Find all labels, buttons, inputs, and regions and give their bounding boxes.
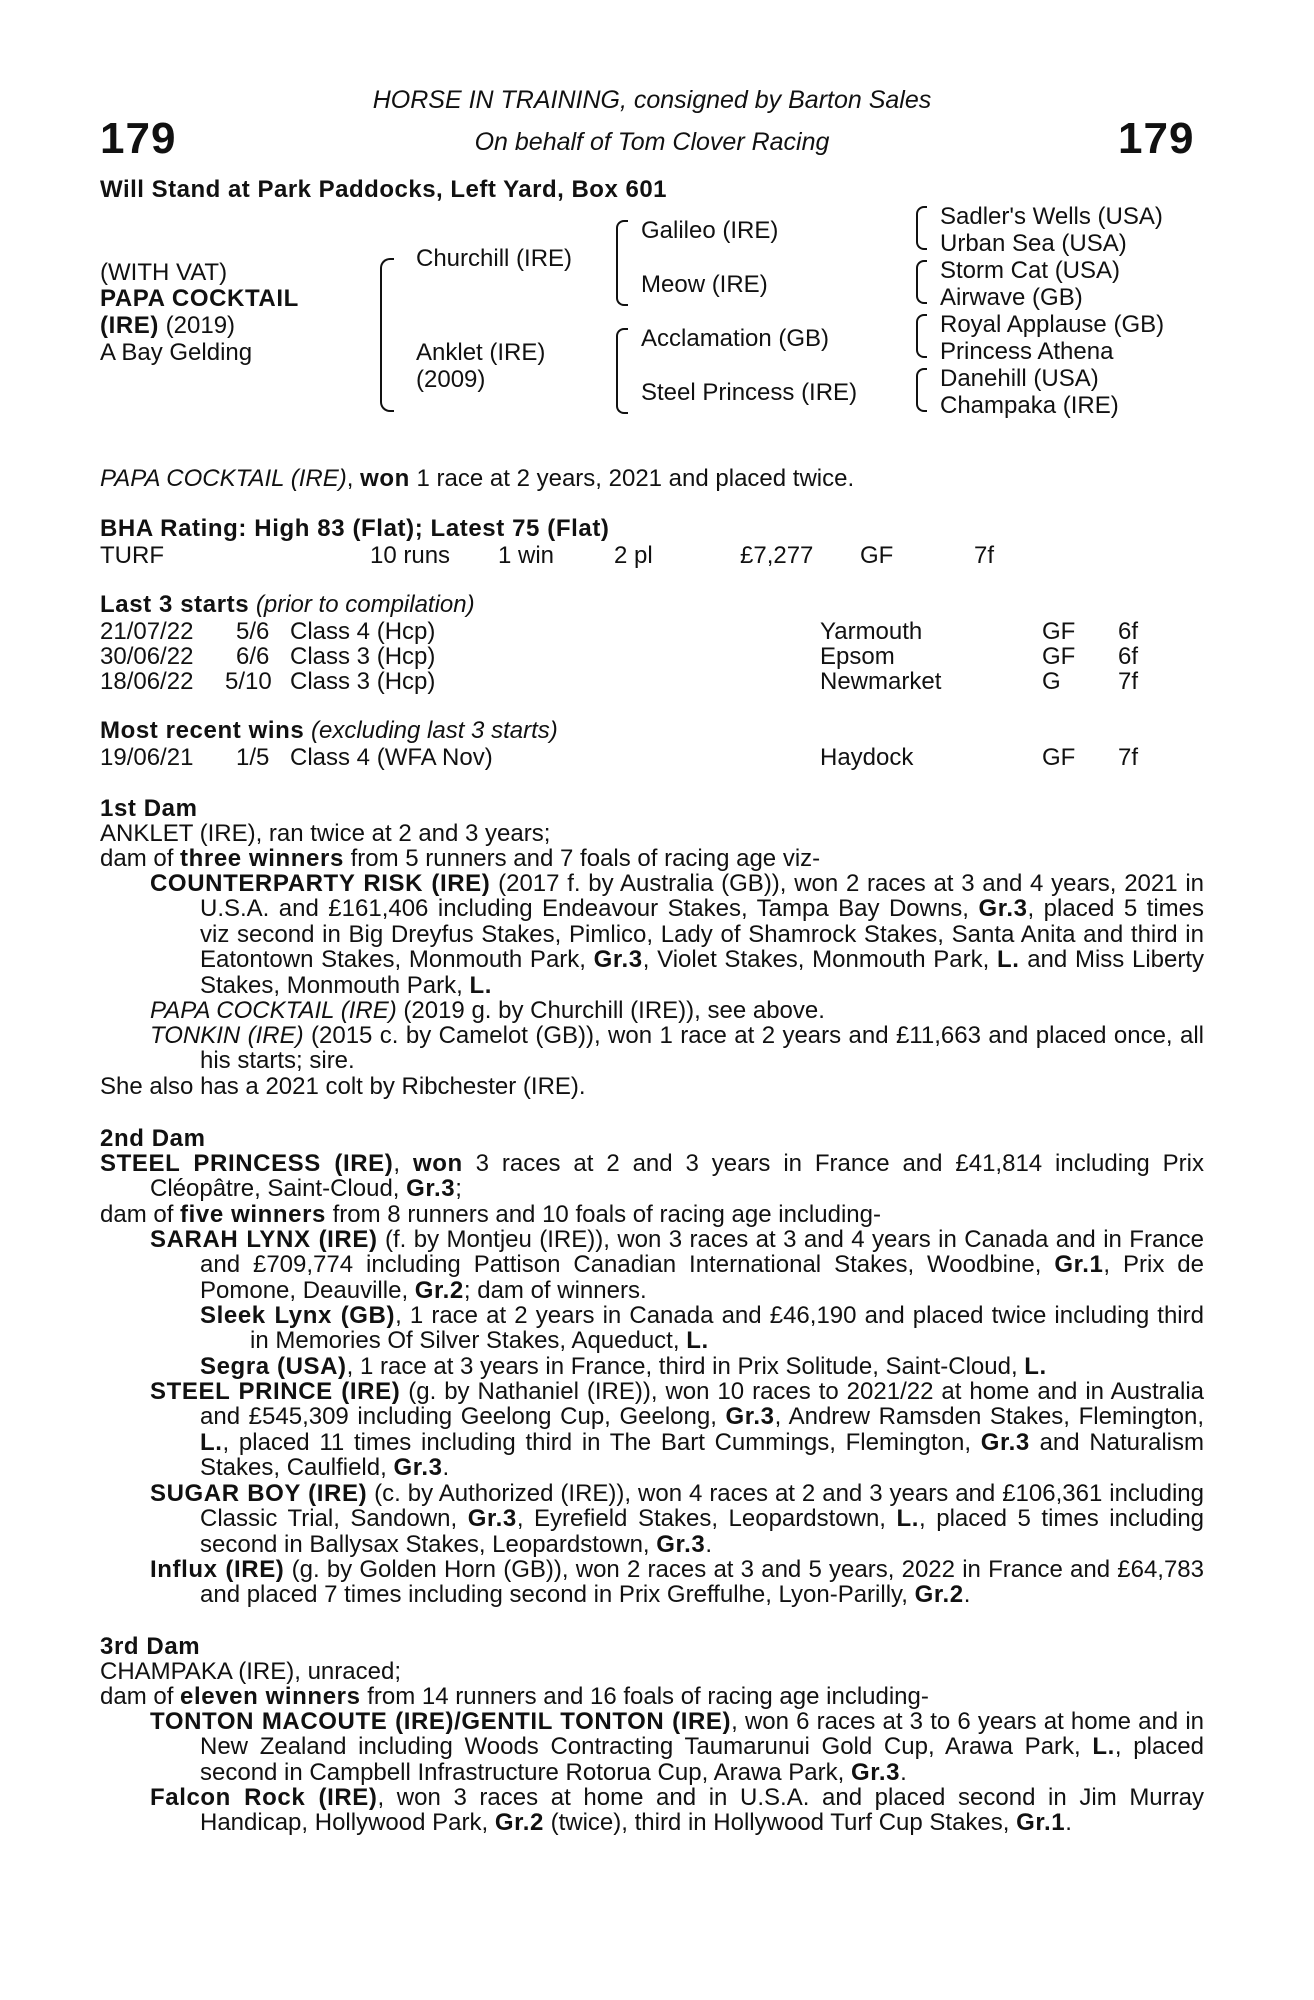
race-listed: L. [996, 946, 1020, 974]
stand-location: Will Stand at Park Paddocks, Left Yard, Box 601 [100, 176, 668, 203]
text-fragment: , [393, 1150, 413, 1177]
horse-name-line2 [100, 313, 235, 338]
row-course: Yarmouth [820, 618, 923, 645]
race-grade: Gr.2 [914, 1581, 964, 1609]
row-going: G [1042, 668, 1061, 695]
pedigree-brace-3d [916, 368, 927, 412]
vat-note: (WITH VAT) [100, 259, 228, 286]
text-fragment: , placed second in Campbell Infrastructure Rotorua Cup, Arawa Park, [200, 1733, 1204, 1786]
rating-earnings: £7,277 [740, 542, 814, 569]
race-grade: Gr.3 [980, 1428, 1030, 1456]
text-fragment: , 1 race at 2 years in Canada and £46,190 and placed twice including third in Memories Of Silver Stakes, Aqueduct, [250, 1302, 1204, 1355]
race-listed: L. [896, 1505, 920, 1533]
dam2-entry-sarah-lynx [150, 1226, 1204, 1304]
text-fragment: , placed 5 times including second in Ballysax Stakes, Leopardstown, [200, 1505, 1205, 1558]
recent-win-row [100, 744, 1200, 770]
pedigree-dam-year: (2009) [416, 366, 486, 393]
summary-rest: 1 race at 2 years, 2021 and placed twice. [409, 465, 855, 492]
progeny-name: SUGAR BOY (IRE) [150, 1480, 368, 1507]
pedigree-ssd: Urban Sea (USA) [940, 230, 1127, 257]
row-date: 18/06/22 [100, 668, 194, 695]
dam1-entry-papa-cocktail [150, 997, 1204, 1024]
row-going: GF [1042, 744, 1076, 771]
progeny-name: TONTON MACOUTE (IRE)/GENTIL TONTON (IRE) [150, 1708, 732, 1735]
text-fragment: (f. by Montjeu (IRE)), won 3 races at 3 and 4 years in Canada and in France and £709,774 including Pattison Canadian International Stakes, Woodbine, [200, 1226, 1204, 1279]
row-course: Haydock [820, 744, 914, 771]
text-fragment: from 5 runners and 7 foals of racing age viz- [343, 845, 821, 872]
horse-country: (IRE) [100, 312, 159, 339]
text-fragment: (c. by Authorized (IRE)), won 4 races at 2 and 3 years and £106,361 including Classic Trial, Sandown, [200, 1480, 1204, 1533]
text-fragment: . [963, 1581, 971, 1609]
pedigree-dds: Danehill (USA) [940, 365, 1099, 392]
last3-row [100, 668, 1200, 694]
race-grade: Gr.3 [850, 1758, 901, 1786]
text-fragment: ; dam of winners. [463, 1276, 647, 1304]
pedigree-ddd: Champaka (IRE) [940, 392, 1119, 419]
text-fragment: , 1 race at 3 years in France, third in Prix Solitude, Saint-Cloud, [346, 1353, 1025, 1380]
progeny-name: Influx (IRE) [150, 1556, 285, 1583]
recent-wins-title: Most recent wins [100, 717, 305, 744]
pedigree-brace-2a [616, 220, 628, 306]
dam2-heading: 2nd Dam [100, 1125, 206, 1152]
winners-count: three winners [180, 845, 344, 872]
pedigree-ds: Acclamation (GB) [641, 325, 830, 352]
text-fragment: from 14 runners and 16 foals of racing age including- [360, 1683, 929, 1710]
text-fragment: ; [455, 1175, 462, 1203]
recent-wins-heading [100, 718, 558, 743]
text-fragment: , Violet Stakes, Monmouth Park, [642, 946, 997, 974]
text-fragment: , won 3 races at home and in U.S.A. and placed second in Jim Murray Handicap, Hollywood Park, [200, 1784, 1204, 1837]
row-going: GF [1042, 643, 1076, 670]
progeny-name: TONKIN (IRE) [150, 1022, 304, 1049]
last3-note: (prior to compilation) [249, 591, 475, 618]
text-fragment: dam of [100, 1201, 181, 1228]
row-class: Class 3 (Hcp) [290, 668, 436, 695]
row-date: 19/06/21 [100, 744, 194, 771]
race-grade: Gr.1 [1016, 1809, 1066, 1837]
rating-title: BHA Rating: High 83 (Flat); Latest 75 (Flat) [100, 515, 610, 542]
text-fragment: . [1065, 1809, 1072, 1837]
race-grade: Gr.3 [656, 1530, 706, 1558]
pedigree-brace-3c [916, 314, 927, 358]
pedigree-sss: Sadler's Wells (USA) [940, 203, 1163, 230]
text-fragment: (2015 c. by Camelot (GB)), won 1 race at 2 years and £11,663 and placed once, all his starts; sire. [200, 1022, 1204, 1075]
progeny-name: COUNTERPARTY RISK (IRE) [150, 870, 491, 897]
dam1-line2 [100, 846, 820, 871]
progeny-name: STEEL PRINCE (IRE) [150, 1378, 401, 1405]
race-listed: L. [200, 1428, 223, 1456]
text-fragment: from 8 runners and 10 foals of racing age including- [325, 1201, 881, 1228]
rating-distance: 7f [974, 542, 995, 569]
horse-name: PAPA COCKTAIL [100, 285, 299, 312]
pedigree-brace-1 [380, 258, 394, 412]
dam2-entry-influx [150, 1556, 1205, 1609]
text-fragment: , placed 11 times including third in The Bart Cummings, Flemington, [222, 1428, 981, 1456]
text-fragment: (g. by Golden Horn (GB)), won 2 races at 3 and 5 years, 2022 in France and £64,783 and placed 7 times including second in Prix Greffulhe, Lyon-Parilly, [200, 1556, 1205, 1609]
dam-name: STEEL PRINCESS (IRE) [100, 1150, 394, 1177]
dam3-entry-tonton-macoute [150, 1708, 1204, 1786]
dam3-line1: CHAMPAKA (IRE), unraced; [100, 1658, 401, 1685]
text-fragment: , won 6 races at 3 to 6 years at home and in New Zealand including Woods Contracting Taumarunui Gold Cup, Arawa Park, [200, 1708, 1204, 1761]
pedigree-sire: Churchill (IRE) [416, 245, 573, 272]
dam2-subentry-segra [200, 1353, 1204, 1380]
pedigree-brace-2b [616, 328, 628, 414]
rating-placed: 2 pl [614, 542, 653, 569]
race-listed: L. [1024, 1353, 1047, 1380]
race-grade: Gr.3 [978, 895, 1028, 923]
race-listed: L. [686, 1327, 709, 1355]
pedigree-brace-3a [916, 206, 927, 250]
row-position: 1/5 [236, 744, 270, 771]
dam1-entry-tonkin [150, 1022, 1204, 1075]
row-distance: 7f [1118, 668, 1139, 695]
row-distance: 7f [1118, 744, 1139, 771]
lot-number-left: 179 [100, 114, 177, 163]
dam3-heading: 3rd Dam [100, 1633, 201, 1660]
summary-comma: , [346, 465, 361, 492]
row-position: 6/6 [236, 643, 270, 670]
race-grade: Gr.3 [593, 946, 643, 974]
row-class: Class 4 (WFA Nov) [290, 744, 493, 771]
rating-surface: TURF [100, 542, 164, 569]
pedigree-dam: Anklet (IRE) [416, 339, 546, 366]
text-fragment: 3 races at 2 and 3 years in France and £41,814 including Prix Cléopâtre, Saint-Cloud, [150, 1150, 1204, 1203]
race-grade: Gr.3 [725, 1403, 775, 1431]
dam3-line2 [100, 1684, 929, 1709]
row-position: 5/6 [236, 618, 270, 645]
rating-going: GF [860, 542, 894, 569]
last3-row [100, 643, 1200, 669]
dam2-entry-sugar-boy [150, 1480, 1205, 1558]
progeny-name: SARAH LYNX (IRE) [150, 1226, 378, 1253]
pedigree-sds: Storm Cat (USA) [940, 257, 1121, 284]
text-fragment: dam of [100, 1683, 181, 1710]
recent-wins-note: (excluding last 3 starts) [304, 717, 558, 744]
last3-heading [100, 592, 475, 617]
text-fragment: , placed 5 times viz second in Big Dreyfus Stakes, Pimlico, Lady of Shamrock Stakes, Santa Anita and third in Eatontown Stakes, Monmouth Park, [200, 895, 1204, 974]
text-fragment: , Eyrefield Stakes, Leopardstown, [516, 1505, 897, 1533]
text-fragment: . [442, 1454, 450, 1482]
text-fragment: . [705, 1530, 713, 1558]
row-date: 21/07/22 [100, 618, 194, 645]
row-date: 30/06/22 [100, 643, 194, 670]
summary-won: won [360, 465, 410, 492]
progeny-name: Falcon Rock (IRE) [150, 1784, 378, 1811]
dam1-heading: 1st Dam [100, 795, 198, 822]
pedigree-sd: Meow (IRE) [641, 271, 768, 298]
pedigree-brace-3b [916, 260, 927, 304]
race-listed: L. [1092, 1733, 1115, 1761]
dam2-subentry-sleek-lynx [200, 1302, 1204, 1355]
text-fragment: , Andrew Ramsden Stakes, Flemington, [774, 1403, 1204, 1431]
race-grade: Gr.2 [414, 1276, 464, 1304]
dam2-record [100, 1150, 1204, 1203]
pedigree-ss: Galileo (IRE) [641, 217, 779, 244]
rating-row [100, 542, 1200, 568]
horse-year: (2019) [159, 312, 236, 339]
horse-description: A Bay Gelding [100, 339, 253, 366]
pedigree-dss: Royal Applause (GB) [940, 311, 1165, 338]
consignor-line: HORSE IN TRAINING, consigned by Barton Sales [372, 86, 932, 114]
row-class: Class 3 (Hcp) [290, 643, 436, 670]
race-summary [100, 466, 854, 491]
text-fragment: . [900, 1758, 907, 1786]
won-label: won [412, 1150, 463, 1177]
pedigree-dd: Steel Princess (IRE) [641, 379, 858, 406]
race-grade: Gr.3 [406, 1175, 456, 1203]
winners-count: five winners [180, 1201, 326, 1228]
progeny-name: Sleek Lynx (GB) [200, 1302, 396, 1329]
rating-wins: 1 win [498, 542, 555, 569]
dam1-line1: ANKLET (IRE), ran twice at 2 and 3 years; [100, 820, 551, 847]
text-fragment: , Prix de Pomone, Deauville, [200, 1251, 1204, 1304]
text-fragment: (twice), third in Hollywood Turf Cup Stakes, [543, 1809, 1017, 1837]
race-grade: Gr.3 [467, 1505, 517, 1533]
behalf-line: On behalf of Tom Clover Racing [474, 128, 830, 156]
text-fragment: (2017 f. by Australia (GB)), won 2 races at 3 and 4 years, 2021 in U.S.A. and £161,406 including Endeavour Stakes, Tampa Bay Downs, [200, 870, 1204, 923]
row-class: Class 4 (Hcp) [290, 618, 436, 645]
rating-runs: 10 runs [370, 542, 451, 569]
row-position: 5/10 [225, 668, 272, 695]
progeny-name: PAPA COCKTAIL (IRE) [150, 997, 397, 1024]
pedigree-sdd: Airwave (GB) [940, 284, 1083, 311]
dam1-footer: She also has a 2021 colt by Ribchester (IRE). [100, 1073, 586, 1100]
winners-count: eleven winners [180, 1683, 361, 1710]
text-fragment: (g. by Nathaniel (IRE)), won 10 races to 2021/22 at home and in Australia and £545,309 including Geelong Cup, Geelong, [200, 1378, 1205, 1431]
race-grade: Gr.3 [393, 1454, 443, 1482]
pedigree-dsd: Princess Athena [940, 338, 1114, 365]
progeny-name: Segra (USA) [200, 1353, 347, 1380]
row-distance: 6f [1118, 643, 1139, 670]
text-fragment: (2019 g. by Churchill (IRE)), see above. [396, 997, 825, 1024]
race-grade: Gr.1 [1054, 1251, 1104, 1279]
dam2-entry-steel-prince [150, 1378, 1205, 1482]
summary-horse-name: PAPA COCKTAIL (IRE) [100, 465, 347, 492]
race-listed: L. [469, 971, 492, 999]
lot-number-right: 179 [1118, 114, 1195, 163]
dam2-line2 [100, 1202, 881, 1227]
text-fragment: dam of [100, 845, 181, 872]
dam1-entry-counterparty-risk [150, 870, 1205, 999]
row-course: Newmarket [820, 668, 942, 695]
text-fragment: and Naturalism Stakes, Caulfield, [200, 1428, 1205, 1482]
row-going: GF [1042, 618, 1076, 645]
row-course: Epsom [820, 643, 895, 670]
text-fragment: and Miss Liberty Stakes, Monmouth Park, [200, 946, 1205, 999]
dam3-entry-falcon-rock [150, 1784, 1204, 1837]
row-distance: 6f [1118, 618, 1139, 645]
last3-title: Last 3 starts [100, 591, 250, 618]
race-grade: Gr.2 [494, 1809, 544, 1837]
last3-row [100, 618, 1200, 644]
